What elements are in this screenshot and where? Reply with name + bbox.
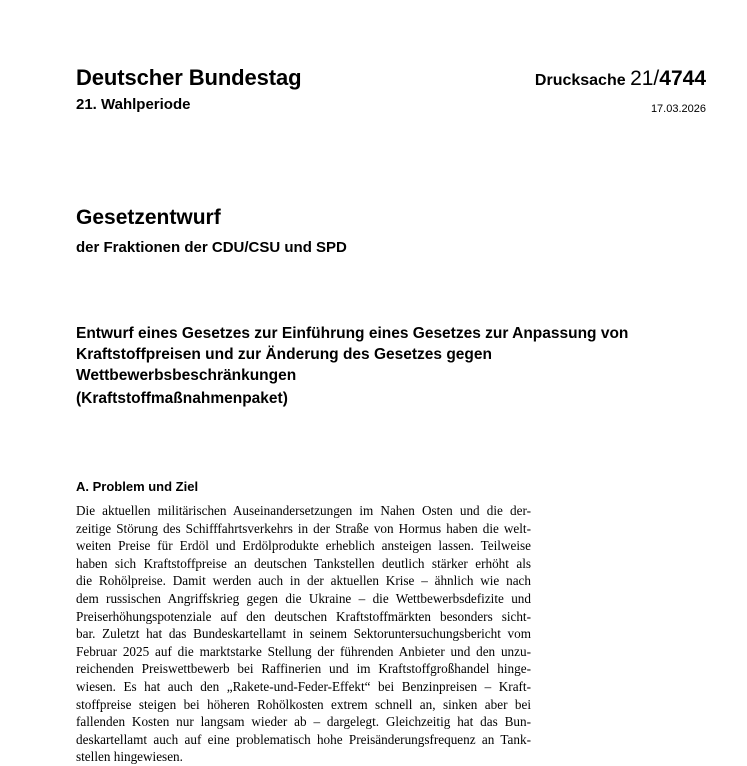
document-number-prefix: 21/ — [630, 67, 660, 90]
body-line: die Rohölpreise. Damit werden auch in der aktuellen Krise – ähnlich wie nach — [76, 573, 531, 589]
body-line: stoffpreise steigen bei höheren Rohölkosten extrem schnell an, sinken aber bei — [76, 696, 531, 712]
body-line: bar. Zuletzt hat das Bundeskartellamt in seinem Sektoruntersuchungsbericht vom — [76, 626, 531, 642]
body-line: zeitige Störung des Schifffahrtsverkehrs in der Straße von Hormus haben die welt- — [76, 520, 531, 536]
law-title-line: Wettbewerbsbeschränkungen — [76, 367, 297, 384]
body-line: Preiserhöhungspotenziale auf den deutschen Kraftstoffmärkten besonders sicht- — [76, 608, 531, 624]
document-number: 4744 — [659, 67, 706, 90]
legislative-period: 21. Wahlperiode — [76, 96, 191, 113]
body-line: weiten Preise für Erdöl und Erdölprodukte erheblich ansteigen lassen. Teilweise — [76, 538, 531, 554]
body-line: wiesen. Es hat auch den „Rakete-und-Feder-Effekt“ bei Benzinpreisen – Kraft- — [76, 678, 531, 694]
body-line: stellen hingewiesen. — [76, 749, 183, 765]
section-problem-and-goal — [76, 478, 531, 766]
document-label: Drucksache — [534, 72, 626, 89]
body-line: fallenden Kosten nur langsam wieder ab – dargelegt. Gleichzeitig hat das Bun- — [76, 714, 531, 730]
law-title-line: Kraftstoffpreisen und zur Änderung des Gesetzes gegen — [76, 346, 492, 363]
document-reference — [535, 66, 706, 94]
body-line: Februar 2025 auf die marktstarke Stellung der führenden Anbieter und den unzu- — [76, 643, 531, 659]
document-date: 17.03.2026 — [650, 103, 706, 115]
body-line: haben sich Kraftstoffpreise an deutschen Tankstellen deutlich stärker erhöht als — [76, 555, 531, 571]
section-body — [76, 502, 531, 766]
body-line: Die aktuellen militärischen Auseinandersetzungen im Nahen Osten und die der- — [76, 503, 531, 518]
document-type-title: Gesetzentwurf — [76, 206, 221, 229]
section-heading: A. Problem und Ziel — [76, 479, 199, 494]
header-left — [76, 64, 301, 115]
institution-name: Deutscher Bundestag — [76, 65, 302, 90]
law-short-title: (Kraftstoffmaßnahmenpaket) — [76, 390, 288, 407]
document-type-block — [76, 205, 347, 258]
body-line: deskartellamt auch auf eine problematisch hohe Preisänderungsfrequenz an Tank- — [76, 731, 531, 747]
body-line: reichenden Preiswettbewerb bei Raffinerien und im Kraftstoffgroßhandel hinge- — [76, 661, 531, 677]
document-type-subtitle: der Fraktionen der CDU/CSU und SPD — [76, 239, 347, 256]
law-title-block — [76, 323, 706, 409]
law-title-line: Entwurf eines Gesetzes zur Einführung eines Gesetzes zur Anpassung von — [76, 325, 629, 342]
body-line: dem russischen Angriffskrieg gegen die Ukraine – die Wettbewerbsdefizite und — [76, 590, 531, 606]
header-right — [535, 66, 706, 116]
